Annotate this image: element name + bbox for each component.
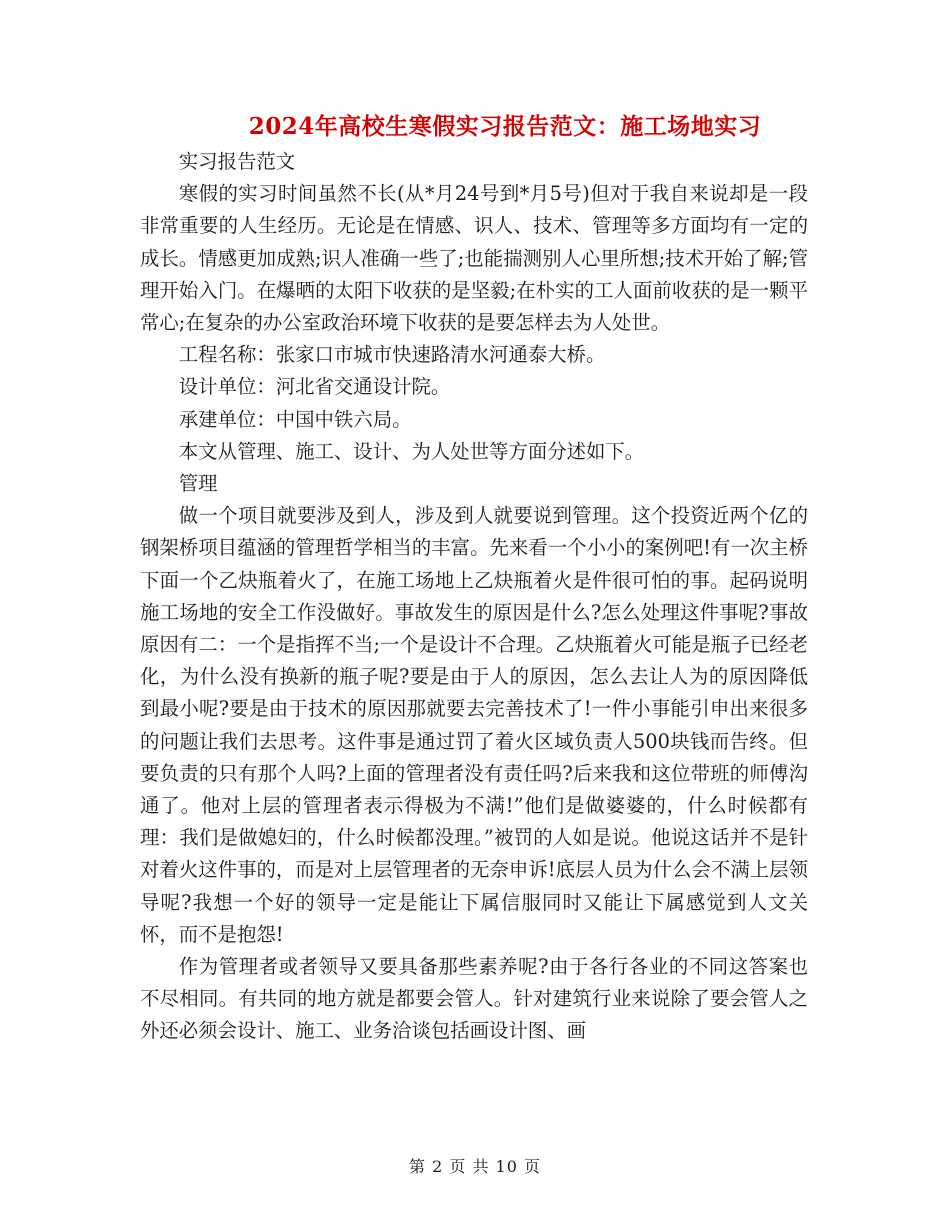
document-title: 2024年高校生寒假实习报告范文：施工场地实习 <box>248 113 762 140</box>
paragraph-contractor: 承建单位：中国中铁六局。 <box>178 407 412 431</box>
paragraph-design-unit: 设计单位：河北省交通设计院。 <box>178 375 451 399</box>
paragraph-outline: 本文从管理、施工、设计、为人处世等方面分述如下。 <box>178 439 645 463</box>
document-body <box>140 146 808 1048</box>
paragraph-project-name: 工程名称：张家口市城市快速路清水河通泰大桥。 <box>178 343 606 367</box>
paragraph-section-label: 实习报告范文 <box>178 150 296 173</box>
paragraph-management-case: 做一个项目就要涉及到人，涉及到人就要说到管理。这个投资近两个亿的钢架桥项目蕴涵的管理哲学相当的丰富。先来看一个小小的案例吧!有一次主桥下面一个乙炔瓶着火了，在施工场地上乙炔瓶着火是件很可怕的事。起码说明施工场地的安全工作没做好。事故发生的原因是什么?怎么处理这件事呢?事故原因有二：一个是指挥不当;一个是设计不合理。乙炔瓶着火可能是瓶子已经老化，为什么没有换新的瓶子呢?要是由于人的原因，怎么去让人为的原因降低到最小呢?要是由于技术的原因那就要去完善技术了!一件小事能引申出来很多的问题让我们去思考。这件事是通过罚了着火区域负责人500块钱而告终。但要负责的只有那个人吗?上面的管理者没有责任吗?后来我和这位带班的师傅沟通了。他对上层的管理者表示得极为不满!”他们是做婆婆的，什么时候都有理：我们是做媳妇的，什么时候都没理。”被罚的人如是说。他说这话并不是针对着火这件事的，而是对上层管理者的无奈申诉!底层人员为什么会不满上层领导呢?我想一个好的领导一定是能让下属信服同时又能让下属感觉到人文关怀，而不是抱怨! <box>140 504 808 946</box>
paragraph-intro: 寒假的实习时间虽然不长(从*月24号到*月5号)但对于我自来说却是一段非常重要的人生经历。无论是在情感、识人、技术、管理等多方面均有一定的成长。情感更加成熟;识人准确一些了;也能揣测别人心里所想;技术开始了解;管理开始入门。在爆晒的太阳下收获的是坚毅;在朴实的工人面前收获的是一颗平常心;在复杂的办公室政治环境下收获的是要怎样去为人处世。 <box>140 182 808 335</box>
section-heading-management: 管理 <box>178 472 218 496</box>
page-footer: 第 2 页 共 10 页 <box>409 1157 541 1176</box>
paragraph-management-qualities: 作为管理者或者领导又要具备那些素养呢?由于各行各业的不同这答案也不尽相同。有共同的地方就是都要会管人。针对建筑行业来说除了要会管人之外还必须会设计、施工、业务洽谈包括画设计图、画 <box>140 955 808 1043</box>
